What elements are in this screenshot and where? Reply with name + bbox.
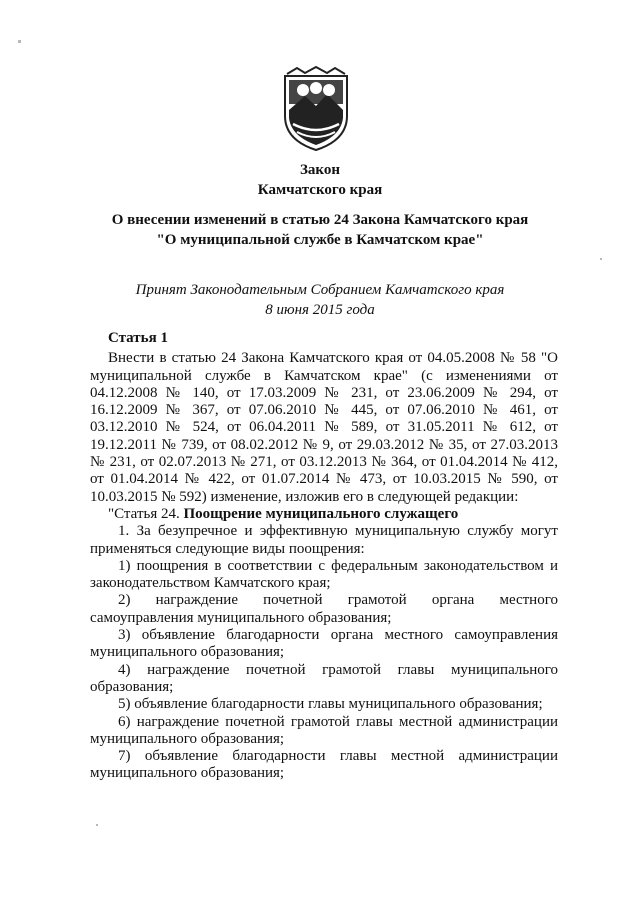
scan-speck bbox=[18, 40, 21, 43]
adoption-note-line1: Принят Законодательным Собранием Камчатского края bbox=[135, 282, 505, 298]
quoted-article-title: Поощрение муниципального служащего bbox=[183, 505, 459, 522]
quoted-article-heading bbox=[90, 506, 558, 523]
list-item: 1) поощрения в соответствии с федеральным законодательством и законодательством Камчатского края; bbox=[90, 557, 558, 592]
adoption-note bbox=[0, 280, 640, 320]
law-title-line2: Камчатского края bbox=[257, 182, 383, 198]
law-subject-line1: О внесении изменений в статью 24 Закона Камчатского края bbox=[111, 212, 529, 228]
clause-1: 1. За безупречное и эффективную муниципальную службу могут применяться следующие виды поощрения: bbox=[90, 523, 558, 557]
scan-speck bbox=[600, 258, 602, 260]
list-item: 2) награждение почетной грамотой органа местного самоуправления муниципального образования; bbox=[90, 592, 558, 626]
article-heading: Статья 1 bbox=[108, 330, 168, 346]
quoted-article-number: "Статья 24. bbox=[108, 505, 180, 522]
article-body bbox=[90, 330, 558, 783]
law-subject bbox=[0, 210, 640, 250]
law-title-line1: Закон bbox=[299, 162, 340, 178]
law-subject-line2: "О муниципальной службе в Камчатском крае" bbox=[156, 232, 484, 248]
list-item: 6) награждение почетной грамотой главы местной администрации муниципального образования; bbox=[90, 713, 558, 747]
list-item: 4) награждение почетной грамотой главы муниципального образования; bbox=[90, 661, 558, 695]
adoption-date: 8 июня 2015 года bbox=[265, 302, 375, 318]
list-item: 5) объявление благодарности главы муниципального образования; bbox=[118, 696, 543, 713]
article-intro: Внести в статью 24 Закона Камчатского края от 04.05.2008 № 58 "О муниципальной службе в Камчатском крае" (с изменениями от 04.12.2008 № 140, от 17.03.2009 № 231, от 23.06.2009 № 294, от 16.12.2009 № 367, от 07.06.2010 № 445, от 07.06.2010 № 461, от 03.12.2010 № 524, от 06.04.2011 № 589, от 31.05.2011 № 612, от 19.12.2011 № 739, от 08.02.2012 № 9, от 29.03.2012 № 35, от 27.03.2013 № 231, от 02.07.2013 № 271, от 03.12.2013 № 364, от 01.04.2014 № 412, от 01.04.2014 № 422, от 01.07.2014 № 473, от 10.03.2015 № 590, от 10.03.2015 № 592) изменение, изложив его в следующей редакции: bbox=[90, 350, 558, 505]
scan-speck bbox=[96, 824, 98, 826]
law-title bbox=[0, 160, 640, 200]
list-item: 7) объявление благодарности главы местной администрации муниципального образования; bbox=[90, 748, 558, 782]
list-item: 3) объявление благодарности органа местного самоуправления муниципального образования; bbox=[90, 627, 558, 661]
kamchatka-coat-of-arms-emblem bbox=[279, 66, 353, 152]
